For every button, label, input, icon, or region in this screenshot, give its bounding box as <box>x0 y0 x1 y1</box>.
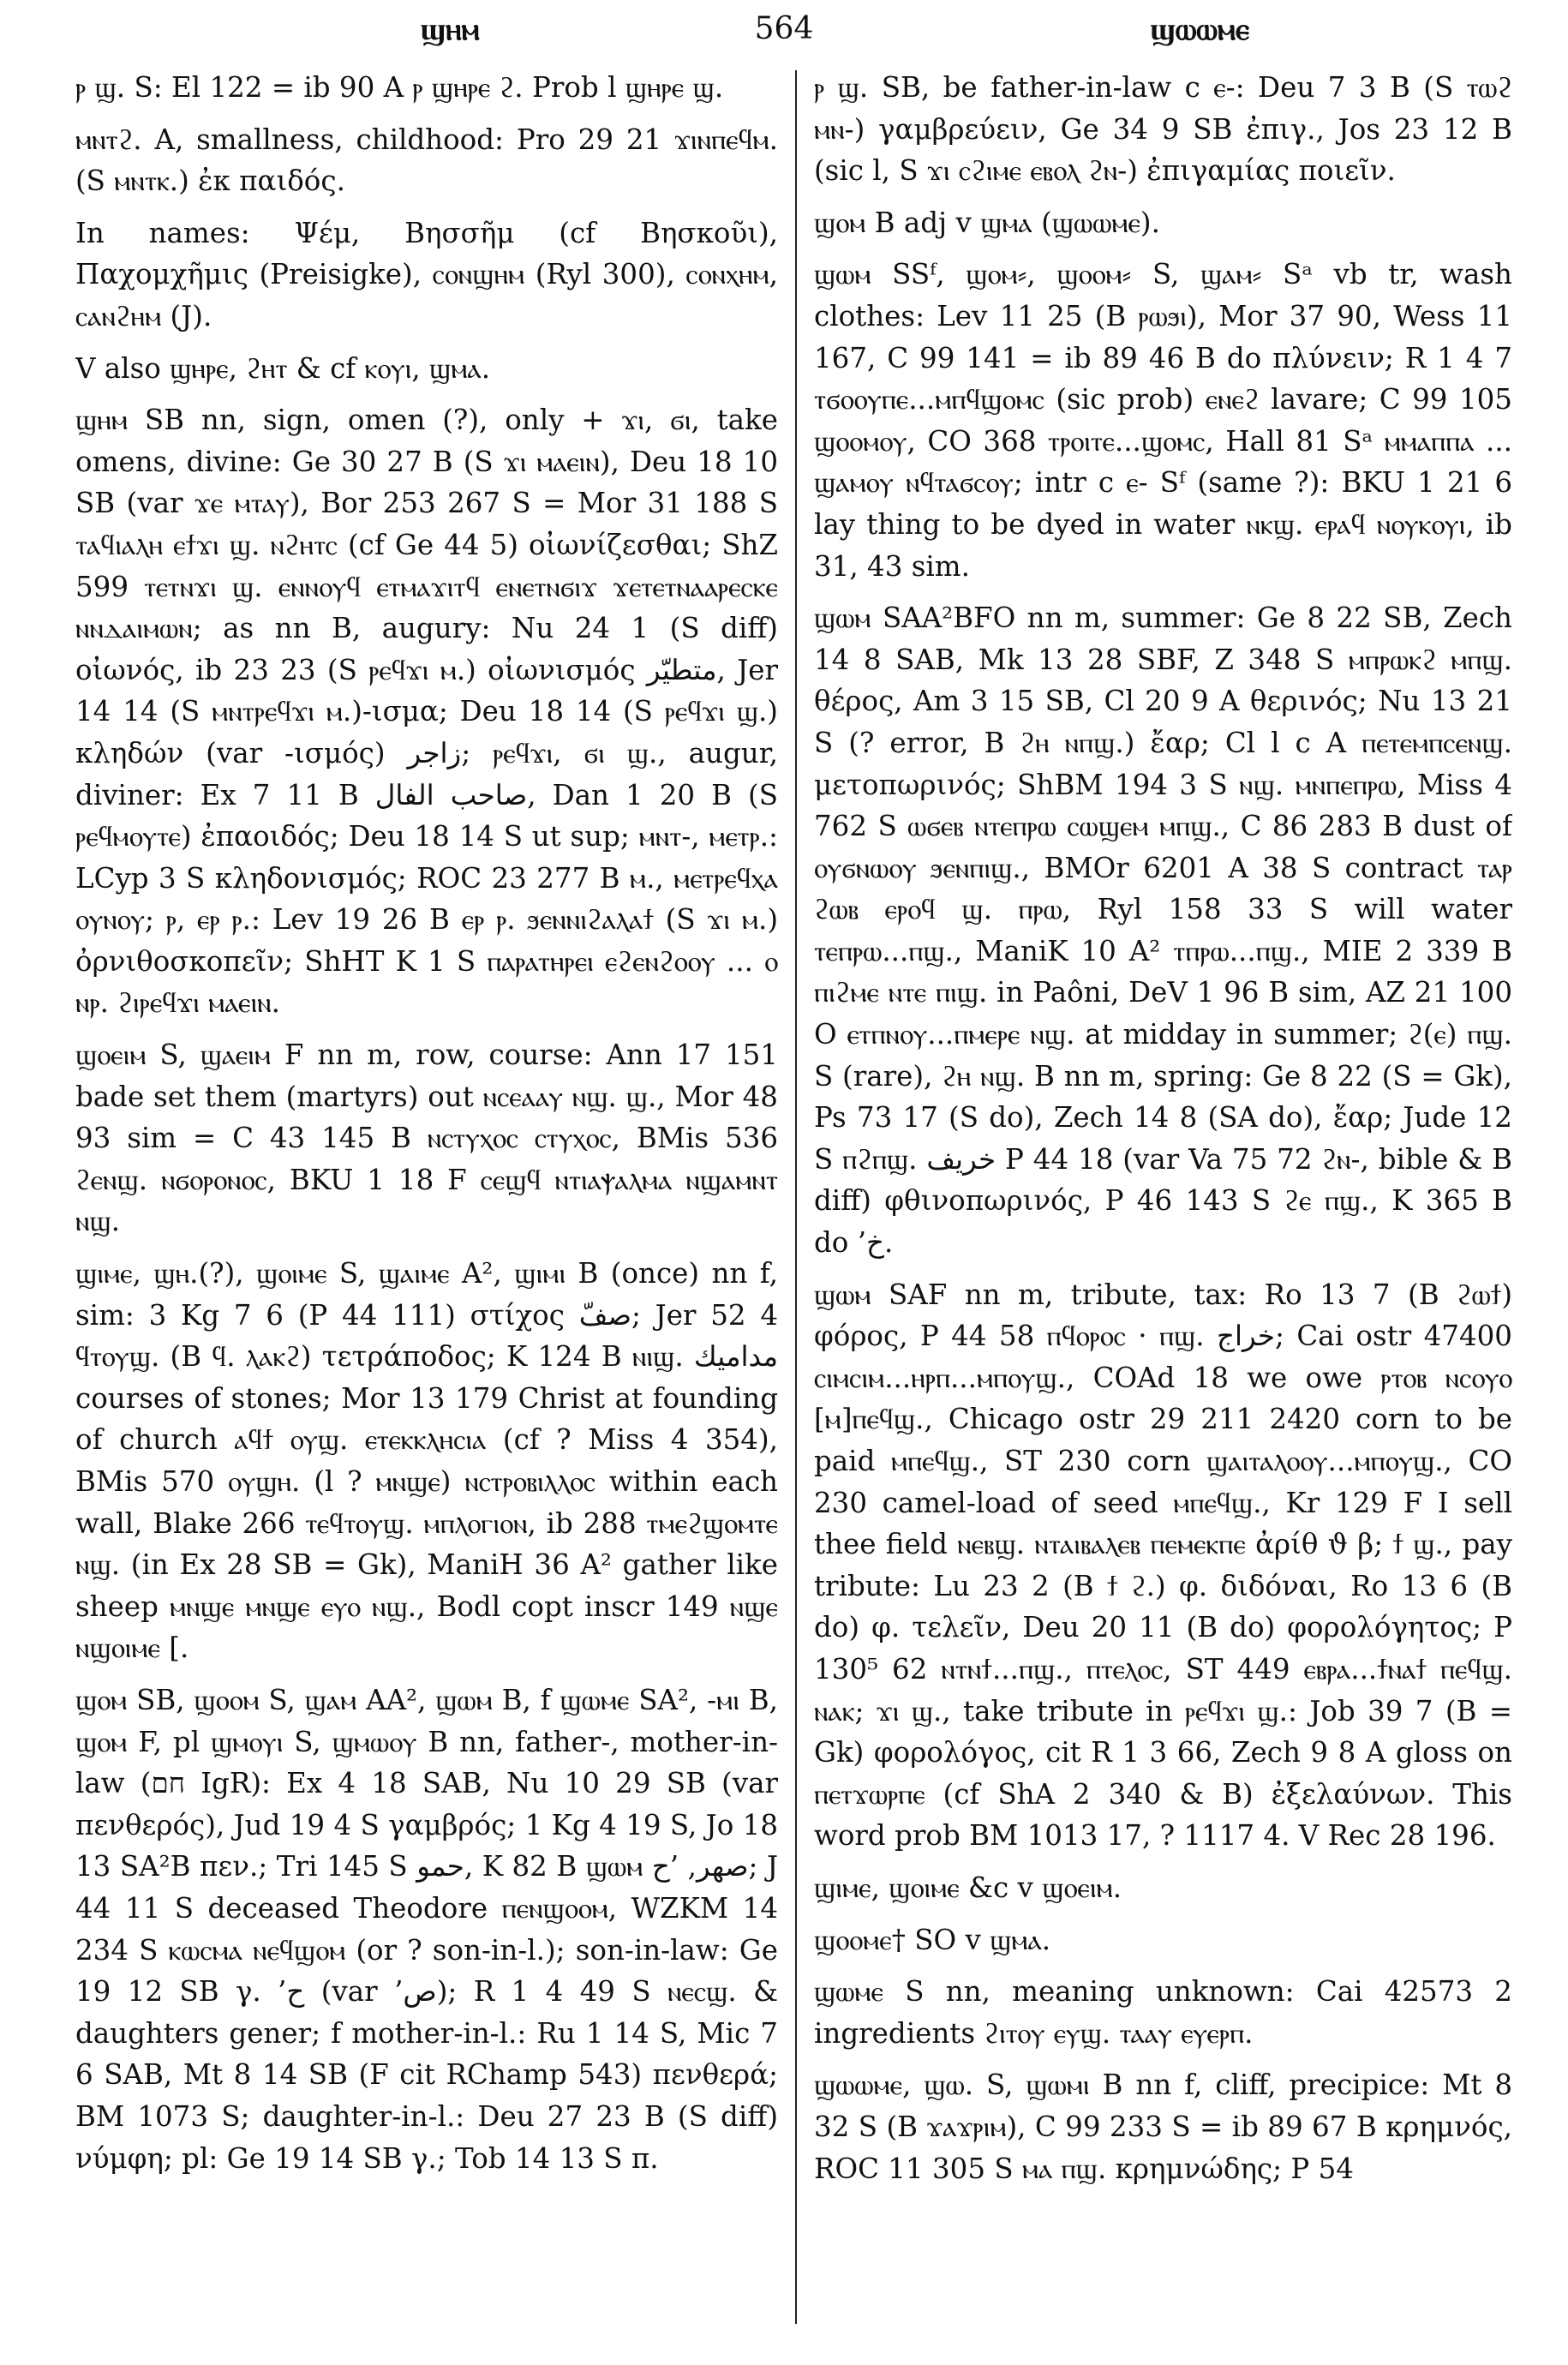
entry-paragraph: ϣⲓⲙⲉ, ϣⲏ.(?), ϣⲟⲓⲙⲉ S, ϣⲁⲓⲙⲉ A², ϣⲓⲙⲓ B (once) nn f, sim: 3 Kg 7 6 (P 44 111) στίχος صفّ; Jer 52 4 ϥⲧⲟⲩϣ. (B ϥ. ⲗⲁⲕϩ) τετράποδος; K 124 B ⲛⲓϣ. مداميك courses of stones; Mor 13 179 Christ at founding of church ⲁϥϯ ⲟⲩϣ. ⲉⲧⲉⲕⲕⲗⲏⲥⲓⲁ (cf ? Miss 4 354), BMis 570 ⲟⲩϣⲏ. (l ? ⲙⲛϣⲉ) ⲛⲥⲧⲣⲟⲃⲓⲗⲗⲟⲥ within each wall, Blake 266 ⲧⲉϥⲧⲟⲩϣ. ⲙⲡⲗⲟⲅⲓⲟⲛ, ib 288 ⲧⲙⲉϩϣⲟⲙⲧⲉ ⲛϣ. (in Ex 28 SB = Gk), ManiH 36 A² gather like sheep ⲙⲛϣⲉ ⲙⲛϣⲉ ⲉⲩⲟ ⲛϣ., Bodl copt inscr 149 ⲛϣⲉ ⲛϣⲟⲓⲙⲉ [. <box>75 1257 778 1665</box>
page-number: 564 <box>754 11 814 46</box>
entry-paragraph: ⲣ ϣ. S: El 122 = ib 90 A ⲣ ϣⲏⲣⲉ ϩ. Prob l ϣⲏⲣⲉ ϣ. <box>75 71 724 104</box>
running-head-left: ϣⲏⲙ <box>420 11 480 47</box>
entry-paragraph: ϣⲟⲉⲓⲙ S, ϣⲁⲉⲓⲙ F nn m, row, course: Ann 17 151 bade set them (martyrs) out ⲛⲥⲉⲁⲁⲩ ⲛϣ. ϣ., Mor 48 93 sim = C 43 145 B ⲛⲥⲧⲩⲭⲟⲥ ⲥⲧⲩⲭⲟⲥ, BMis 536 ϩⲉⲛϣ. ⲛϭⲟⲣⲟⲛⲟⲥ, BKU 1 18 F ⲥⲉϣϥ ⲛⲧⲓⲁⲯⲁⲗⲙⲁ ⲛϣⲁⲙⲛⲧ ⲛϣ. <box>75 1039 778 1238</box>
entry-paragraph: ϣⲱⲙ SSᶠ, ϣⲟⲙ⸗, ϣⲟⲟⲙ⸗ S, ϣⲁⲙ⸗ Sᵃ vb tr, wash clothes: Lev 11 25 (B ⲣⲱϧⲓ), Mor 37 90, Wess 11 167, C 99 141 = ib 89 46 B do πλύνειν; R 1 4 7 ⲧϭⲟⲟⲩⲡⲉ...ⲙⲡϥϣⲟⲙⲥ (sic prob) ⲉⲛⲉϩ lavare; C 99 105 ϣⲟⲟⲙⲟⲩ, CO 368 ⲧⲣⲟⲓⲧⲉ...ϣⲟⲙⲥ, Hall 81 Sᵃ ⲙⲙⲁⲡⲡⲁ ... ϣⲁⲙⲟⲩ ⲛϥⲧⲁϭⲥⲟⲩ; intr c ⲉ- Sᶠ (same ?): BKU 1 21 6 lay thing to be dyed in water ⲛⲕϣ. ⲉⲣⲁϥ ⲛⲟⲩⲕⲟⲩⲓ, ib 31, 43 sim. <box>814 258 1512 583</box>
left-column <box>75 67 778 2346</box>
entry-paragraph: In names: Ψέμ, Βησσῆμ (cf Βησκοῦι), Παχομχῆμις (Preisigke), ⲥⲟⲛϣⲏⲙ (Ryl 300), ⲥⲟⲛⲭⲏⲙ, ⲥⲁⲛϩⲏⲙ (J). <box>75 216 778 332</box>
entry-paragraph: ⲣ ϣ. SB, be father-in-law c ⲉ-: Deu 7 3 B (S ⲧⲱϩ ⲙⲛ-) γαμβρεύειν, Ge 34 9 SB ἐπιγ., Jos 23 12 B (sic l, S ϫⲓ ⲥϩⲓⲙⲉ ⲉⲃⲟⲗ ϩⲛ-) ἐπιγαμίας ποιεῖν. <box>814 71 1512 188</box>
entry-paragraph: ϣⲟⲙ SB, ϣⲟⲟⲙ S, ϣⲁⲙ AA², ϣⲱⲙ B, f ϣⲱⲙⲉ SA², -ⲙⲓ B, ϣⲟⲙ F, pl ϣⲙⲟⲩⲓ S, ϣⲙⲱⲟⲩ B nn, father-, mother-in-law (חם IgR): Ex 4 18 SAB, Nu 10 29 SB (var πενθερός), Jud 19 4 S γαμβρός; 1 Kg 4 19 S, Jo 18 13 SA²B πεν.; Tri 145 S حمو, K 82 B ϣⲱⲙ صهر, ’ح; J 44 11 S deceased Theodore ⲡⲉⲛϣⲟⲟⲙ, WZKM 14 234 S ⲕⲱⲥⲙⲁ ⲛⲉϥϣⲟⲙ (or ? son-in-l.); son-in-law: Ge 19 12 SB γ. ’ح (var ’ص); R 1 4 49 S ⲛⲉⲥϣ. & daughters gener; f mother-in-l.: Ru 1 14 S, Mic 7 6 SAB, Mt 8 14 SB (F cit RChamp 543) πενθερά; BM 1073 S; daughter-in-l.: Deu 27 23 B (S diff) νύμφη; pl: Ge 19 14 SB γ.; Tob 14 13 S π. <box>75 1683 778 2175</box>
entry-paragraph: ϣⲓⲙⲉ, ϣⲟⲓⲙⲉ &c v ϣⲟⲉⲓⲙ. <box>814 1871 1122 1904</box>
entry-paragraph: ϣⲟⲟⲙⲉ† SO v ϣⲙⲁ. <box>814 1923 1051 1956</box>
entry-paragraph: V also ϣⲏⲣⲉ, ϩⲏⲧ & cf ⲕⲟⲩⲓ, ϣⲙⲁ. <box>75 351 491 385</box>
right-column <box>814 67 1512 2346</box>
entry-paragraph: ϣⲱⲱⲙⲉ, ϣⲱ. S, ϣⲱⲙⲓ B nn f, cliff, precipice: Mt 8 32 S (B ϫⲁϫⲣⲓⲙ), C 99 233 S = ib 89 67 B κρημνός, ROC 11 305 S ⲙⲁ ⲡϣ. κρημνώδης; P 54 <box>814 2069 1512 2185</box>
entry-paragraph: ϣⲱⲙ SAF nn m, tribute, tax: Ro 13 7 (B ϩⲱϯ) φόρος, P 44 58 ⲡϥⲟⲣⲟⲥ · ⲡϣ. خراج; Cai ostr 47400 ⲥⲓⲙⲥⲓⲙ...ⲏⲣⲡ...ⲙⲡⲟⲩϣ., COAd 18 we owe ⲣⲧⲟⲃ ⲛⲥⲟⲩⲟ [ⲙ]ⲡⲉϥϣ., Chicago ostr 29 211 2420 corn to be paid ⲙⲡⲉϥϣ., ST 230 corn ϣⲁⲓⲧⲁⲗⲟⲟⲩ...ⲙⲡⲟⲩϣ., CO 230 camel-load of seed ⲙⲡⲉϥϣ., Kr 129 F I sell thee field ⲛⲉⲃϣ. ⲛⲧⲁⲓⲃⲁⲗⲉⲃ ⲡⲉⲙⲉⲕⲡⲉ ἀρίθ ϑ β; ϯ ϣ., pay tribute: Lu 23 2 (B ϯ ϩ.) φ. διδόναι, Ro 13 6 (B do) φ. τελεῖν, Deu 20 11 (B do) φορολόγητος; P 130⁵ 62 ⲛⲧⲛϯ...ⲡϣ., ⲡⲧⲉⲗⲟⲥ, ST 449 ⲉⲃⲣⲁ...ϯⲛⲁϯ ⲡⲉϥϣ. ⲛⲁⲕ; ϫⲓ ϣ., take tribute in ⲣⲉϥϫⲓ ϣ.: Job 39 7 (B = Gk) φορολόγος, cit R 1 3 66, Zech 9 8 A gloss on ⲡⲉⲧϫⲱⲣⲡⲉ (cf ShA 2 340 & B) ἐξελαύνων. This word prob BM 1013 17, ? 1117 4. V Rec 28 196. <box>814 1278 1512 1853</box>
entry-paragraph: ϣⲱⲙⲉ S nn, meaning unknown: Cai 42573 2 ingredients ϩⲓⲧⲟⲩ ⲉⲩϣ. ⲧⲁⲁⲩ ⲉⲩⲉⲣⲡ. <box>814 1975 1512 2050</box>
running-head-right: ϣⲱⲱⲙⲉ <box>1149 11 1250 47</box>
entry-paragraph: ⲙⲛⲧϩ. A, smallness, childhood: Pro 29 21 ϫⲓⲛⲡⲉϥⲙ. (S ⲙⲛⲧⲕ.) ἐκ παιδός. <box>75 123 778 198</box>
entry-paragraph: ϣⲟⲙ B adj v ϣⲙⲁ (ϣⲱⲱⲙⲉ). <box>814 206 1160 239</box>
entry-paragraph: ϣⲏⲙ SB nn, sign, omen (?), only + ϫⲓ, ϭⲓ, take omens, divine: Ge 30 27 B (S ϫⲓ ⲙⲁⲉⲓⲛ), Deu 18 10 SB (var ϫⲉ ⲙⲧⲁⲩ), Bor 253 267 S = Mor 31 188 S ⲧⲁϥⲓⲁⲗⲏ ⲉϯϫⲓ ϣ. ⲛϩⲏⲧⲥ (cf Ge 44 5) οἰωνίζεσθαι; ShZ 599 ⲧⲉⲧⲛϫⲓ ϣ. ⲉⲛⲛⲟⲩϥ ⲉⲧⲙⲁϫⲓⲧϥ ⲉⲛⲉⲧⲛϭⲓϫ ϫⲉⲧⲉⲧⲛⲁⲁⲣⲉⲥⲕⲉ ⲛⲛⲇⲁⲓⲙⲱⲛ; as nn B, augury: Nu 24 1 (S diff) οἰωνός, ib 23 23 (S ⲣⲉϥϫⲓ ⲙ.) οἰωνισμός متطيّر, Jer 14 14 (S ⲙⲛⲧⲣⲉϥϫⲓ ⲙ.)-ισμα; Deu 18 14 (S ⲣⲉϥϫⲓ ϣ.) κληδών (var -ισμός) زاجر; ⲣⲉϥϫⲓ, ϭⲓ ϣ., augur, diviner: Ex 7 11 B صاحب الفال, Dan 1 20 B (S ⲣⲉϥⲙⲟⲩⲧⲉ) ἐπαοιδός; Deu 18 14 S ut sup; ⲙⲛⲧ-, ⲙⲉⲧⲣ.: LCyp 3 S κληδονισμός; ROC 23 277 B ⲙ., ⲙⲉⲧⲣⲉϥⲭⲁ ⲟⲩⲛⲟⲩ; ⲣ, ⲉⲣ ⲣ.: Lev 19 26 B ⲉⲣ ⲣ. ϧⲉⲛⲛⲓϩⲁⲗⲁϯ (S ϫⲓ ⲙ.) ὀρνιθοσκοπεῖν; ShHT K 1 S ⲡⲁⲣⲁⲧⲏⲣⲉⲓ ⲉϩⲉⲛϩⲟⲟⲩ ... ⲟ ⲛⲣ. ϩⲓⲣⲉϥϫⲓ ⲙⲁⲉⲓⲛ. <box>75 404 778 1020</box>
column-divider <box>795 70 797 2324</box>
entry-paragraph: ϣⲱⲙ SAA²BFO nn m, summer: Ge 8 22 SB, Zech 14 8 SAB, Mk 13 28 SBF, Z 348 S ⲙⲡⲣⲱⲕϩ ⲙⲡϣ. θέρος, Am 3 15 SB, Cl 20 9 A θερινός; Nu 13 21 S (? error, B ϩⲏ ⲛⲡϣ.) ἔαρ; Cl l c A ⲡⲉⲧⲉⲙⲡⲥⲉⲛϣ. μετοπωρινός; ShBM 194 3 S ⲛϣ. ⲙⲛⲡⲉⲡⲣⲱ, Miss 4 762 S ⲱϭⲉⲃ ⲛⲧⲉⲡⲣⲱ ⲥⲱϣⲉⲙ ⲙⲡϣ., C 86 283 B dust of ⲟⲩϭⲛⲱⲟⲩ ϧⲉⲛⲡⲓϣ., BMOr 6201 A 38 S contract ⲧⲁⲣ ϩⲱⲃ ⲉⲣⲟϥ ϣ. ⲡⲣⲱ, Ryl 158 33 S will water ⲧⲉⲡⲣⲱ...ⲡϣ., ManiK 10 A² ⲧⲡⲣⲱ...ⲡϣ., MIE 2 339 B ⲡⲓϩⲙⲉ ⲛⲧⲉ ⲡⲓϣ. in Paôni, DeV 1 96 B sim, AZ 21 100 O ⲉⲧⲡⲛⲟⲩ...ⲡⲙⲉⲣⲉ ⲛϣ. at midday in summer; ϩ(ⲉ) ⲡϣ. S (rare), ϩⲏ ⲛϣ. B nn m, spring: Ge 8 22 (S = Gk), Ps 73 17 (S do), Zech 14 8 (SA do), ἔαρ; Jude 12 S ⲡϩⲡϣ. خريف P 44 18 (var Va 75 72 ϩⲛ-, bible & B diff) φθινοπωρινός, P 46 143 S ϩⲉ ⲡϣ., K 365 B do ’خ. <box>814 602 1512 1260</box>
